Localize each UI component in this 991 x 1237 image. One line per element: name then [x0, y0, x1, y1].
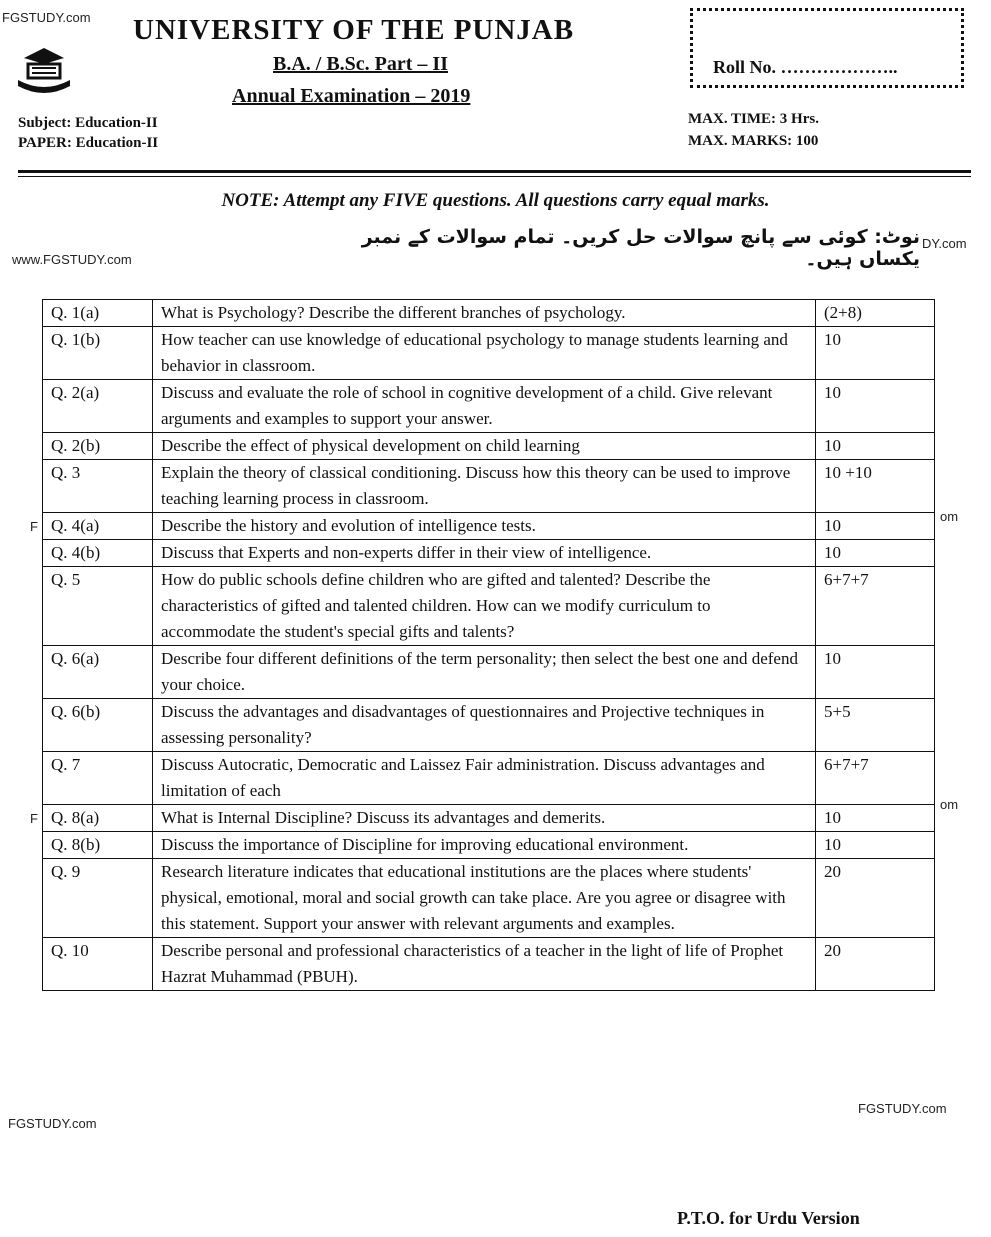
paper-label: PAPER: Education-II [18, 135, 159, 151]
question-row [43, 380, 935, 433]
question-row [43, 859, 935, 938]
question-row [43, 540, 935, 567]
question-row [43, 567, 935, 646]
question-text: Describe the history and evolution of intelligence tests. [153, 513, 816, 540]
watermark-left-mid: www.FGSTUDY.com [12, 252, 132, 267]
question-marks: 10 [816, 805, 935, 832]
question-marks: 6+7+7 [816, 752, 935, 805]
question-text: Discuss the importance of Discipline for improving educational environment. [153, 832, 816, 859]
question-number: Q. 1(b) [43, 327, 153, 380]
question-marks: 20 [816, 938, 935, 991]
question-marks: 10 [816, 832, 935, 859]
question-number: Q. 9 [43, 859, 153, 938]
question-marks: 10 +10 [816, 460, 935, 513]
question-marks: 10 [816, 540, 935, 567]
university-title: UNIVERSITY OF THE PUNJAB [133, 14, 575, 46]
question-number: Q. 10 [43, 938, 153, 991]
question-text: Discuss Autocratic, Democratic and Laissez Fair administration. Discuss advantages and limitation of each [153, 752, 816, 805]
question-row [43, 513, 935, 540]
question-row [43, 832, 935, 859]
watermark-urdu-tail: DY.com [922, 236, 967, 251]
question-row [43, 699, 935, 752]
urdu-note: نوٹ: کوئی سے پانچ سوالات حل کریں۔ تمام سوالات کے نمبر یکساں ہیں۔ [361, 226, 920, 270]
question-row [43, 646, 935, 699]
exam-note: NOTE: Attempt any FIVE questions. All questions carry equal marks. [221, 190, 770, 211]
question-row [43, 938, 935, 991]
question-row [43, 300, 935, 327]
question-number: Q. 2(a) [43, 380, 153, 433]
question-marks: 10 [816, 646, 935, 699]
subject-label: Subject: Education-II [18, 115, 158, 131]
question-number: Q. 1(a) [43, 300, 153, 327]
question-marks: 5+5 [816, 699, 935, 752]
question-number: Q. 8(b) [43, 832, 153, 859]
roll-number-label: Roll No. ……………….. [713, 57, 898, 77]
question-row [43, 805, 935, 832]
header-divider [18, 170, 971, 173]
question-row [43, 752, 935, 805]
max-time: MAX. TIME: 3 Hrs. [688, 111, 819, 127]
question-marks: 10 [816, 433, 935, 460]
question-marks: 10 [816, 327, 935, 380]
question-marks: 10 [816, 380, 935, 433]
question-number: Q. 6(a) [43, 646, 153, 699]
question-row [43, 327, 935, 380]
question-text: Describe four different definitions of the term personality; then select the best one and defend your choice. [153, 646, 816, 699]
max-marks: MAX. MARKS: 100 [688, 133, 819, 149]
question-number: Q. 3 [43, 460, 153, 513]
watermark-bottom-right: FGSTUDY.com [858, 1101, 947, 1116]
question-number: Q. 7 [43, 752, 153, 805]
question-text: What is Psychology? Describe the different branches of psychology. [153, 300, 816, 327]
question-number: Q. 4(a) [43, 513, 153, 540]
question-number: Q. 2(b) [43, 433, 153, 460]
program-title: B.A. / B.Sc. Part – II [273, 53, 448, 75]
question-number: Q. 8(a) [43, 805, 153, 832]
watermark-bottom-left: FGSTUDY.com [8, 1116, 97, 1131]
question-text: Discuss the advantages and disadvantages of questionnaires and Projective techniques in assessing personality? [153, 699, 816, 752]
watermark-top-left: FGSTUDY.com [2, 10, 91, 25]
question-number: Q. 5 [43, 567, 153, 646]
question-text: How do public schools define children who are gifted and talented? Describe the characteristics of gifted and talented children. How can we modify curriculum to accommodate the student's special gifts and talents? [153, 567, 816, 646]
question-text: Describe personal and professional characteristics of a teacher in the light of life of Prophet Hazrat Muhammad (PBUH). [153, 938, 816, 991]
question-row [43, 460, 935, 513]
question-text: How teacher can use knowledge of educational psychology to manage students learning and behavior in classroom. [153, 327, 816, 380]
pto-footer: P.T.O. for Urdu Version [677, 1208, 860, 1228]
question-number: Q. 6(b) [43, 699, 153, 752]
watermark-left-edge-1: F [30, 519, 38, 534]
question-text: Research literature indicates that educational institutions are the places where students' physical, emotional, moral and social growth can take place. Are you agree or disagree with this statement. Support your answer with relevant arguments and examples. [153, 859, 816, 938]
question-text: Discuss that Experts and non-experts differ in their view of intelligence. [153, 540, 816, 567]
roll-number-box [690, 8, 964, 88]
watermark-right-edge-2: om [940, 797, 959, 812]
header-divider-thin [18, 176, 971, 177]
question-marks: 10 [816, 513, 935, 540]
question-text: Discuss and evaluate the role of school in cognitive development of a child. Give relevant arguments and examples to support your answer. [153, 380, 816, 433]
question-text: Describe the effect of physical development on child learning [153, 433, 816, 460]
questions-table-body [43, 300, 935, 991]
question-marks: (2+8) [816, 300, 935, 327]
question-marks: 6+7+7 [816, 567, 935, 646]
question-row [43, 433, 935, 460]
questions-table [42, 299, 935, 991]
question-text: What is Internal Discipline? Discuss its advantages and demerits. [153, 805, 816, 832]
question-marks: 20 [816, 859, 935, 938]
watermark-right-edge-1: om [940, 509, 959, 524]
question-text: Explain the theory of classical conditioning. Discuss how this theory can be used to improve teaching learning process in classroom. [153, 460, 816, 513]
watermark-left-edge-2: F [30, 811, 38, 826]
question-number: Q. 4(b) [43, 540, 153, 567]
exam-title: Annual Examination – 2019 [232, 85, 471, 107]
university-logo-icon [14, 44, 74, 98]
